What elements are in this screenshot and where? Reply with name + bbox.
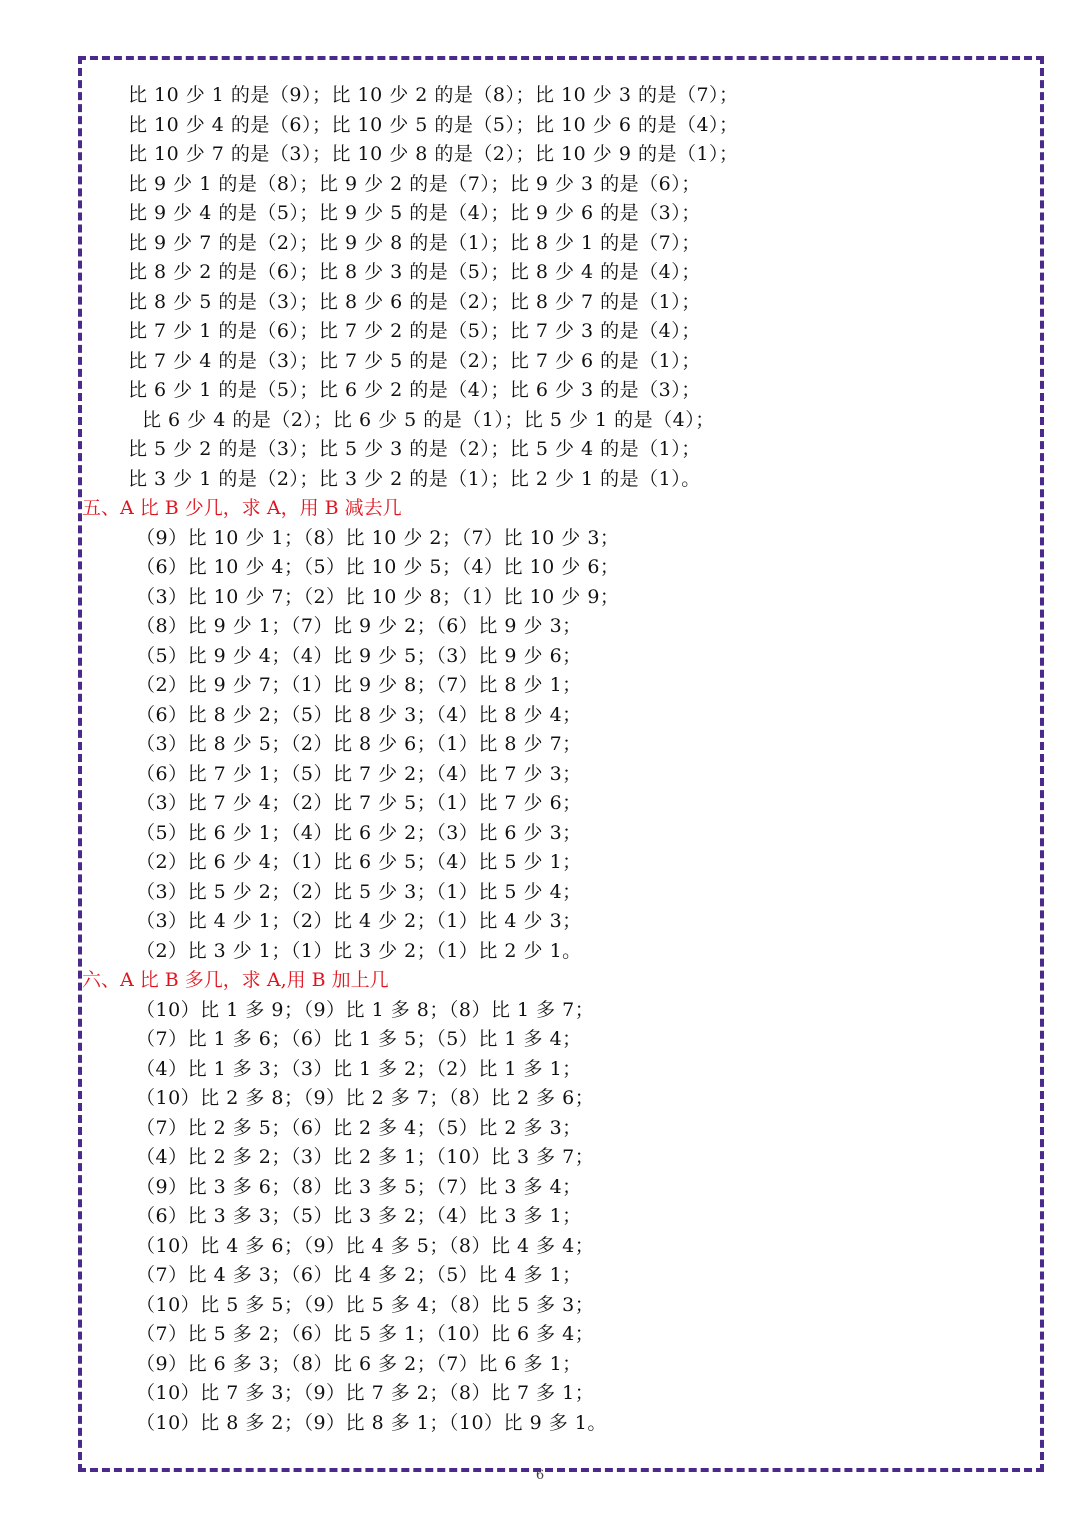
list-item: （6）比 8 少 2；（5）比 8 少 3；（4）比 8 少 4； <box>136 703 582 726</box>
list-item: （7）比 4 多 3；（6）比 4 多 2；（5）比 4 多 1； <box>136 1264 582 1286</box>
list-item: （5）比 9 少 4；（4）比 9 少 5；（3）比 9 少 6； <box>136 644 582 667</box>
section-6-list <box>78 996 1044 1439</box>
list-item: 比 9 少 4 的是（5）；比 9 少 5 的是（4）；比 9 少 6 的是（3）； <box>128 202 701 224</box>
list-item: （2）比 9 少 7；（1）比 9 少 8；（7）比 8 少 1； <box>136 674 582 696</box>
list-item: 比 10 少 7 的是（3）；比 10 少 8 的是（2）；比 10 少 9 的是（1）； <box>128 143 739 165</box>
list-item: 比 10 少 1 的是（9）；比 10 少 2 的是（8）；比 10 少 3 的是（7）； <box>128 84 739 106</box>
list-item: 比 6 少 1 的是（5）；比 6 少 2 的是（4）；比 6 少 3 的是（3）； <box>128 379 701 401</box>
list-item: （8）比 9 少 1；（7）比 9 少 2；（6）比 9 少 3； <box>136 615 582 637</box>
list-item: （6）比 10 少 4；（5）比 10 少 5；（4）比 10 少 6； <box>136 556 620 578</box>
list-item: （9）比 6 多 3；（8）比 6 多 2；（7）比 6 多 1； <box>136 1352 582 1375</box>
list-item: 比 8 少 5 的是（3）；比 8 少 6 的是（2）；比 8 少 7 的是（1）； <box>128 290 701 313</box>
list-item: （10）比 4 多 6；（9）比 4 多 5；（8）比 4 多 4； <box>136 1234 595 1257</box>
list-item: （7）比 5 多 2；（6）比 5 多 1；（10）比 6 多 4； <box>136 1323 595 1345</box>
list-item: （3）比 10 少 7；（2）比 10 少 8；（1）比 10 少 9； <box>136 585 620 608</box>
list-item: （10）比 5 多 5；（9）比 5 多 4；（8）比 5 多 3； <box>136 1293 595 1316</box>
list-item: （2）比 6 少 4；（1）比 6 少 5；（4）比 5 少 1； <box>136 851 582 873</box>
list-item: （10）比 7 多 3；（9）比 7 多 2；（8）比 7 多 1； <box>136 1382 595 1404</box>
list-item: 比 7 少 4 的是（3）；比 7 少 5 的是（2）；比 7 少 6 的是（1）； <box>128 349 701 372</box>
list-item: （4）比 2 多 2；（3）比 2 多 1；（10）比 3 多 7； <box>136 1146 595 1168</box>
list-item: （3）比 5 少 2；（2）比 5 少 3；（1）比 5 少 4； <box>136 880 582 903</box>
list-item: （3）比 8 少 5；（2）比 8 少 6；（1）比 8 少 7； <box>136 733 582 755</box>
section-6-heading: 六、A 比 B 多几，求 A,用 B 加上几 <box>82 969 389 991</box>
section-5-heading: 五、A 比 B 少几，求 A，用 B 减去几 <box>82 497 402 519</box>
list-item: 比 9 少 1 的是（8）；比 9 少 2 的是（7）；比 9 少 3 的是（6）； <box>128 172 701 195</box>
list-item: （9）比 10 少 1；（8）比 10 少 2；（7）比 10 少 3； <box>136 526 620 549</box>
list-item: （6）比 7 少 1；（5）比 7 少 2；（4）比 7 少 3； <box>136 762 582 785</box>
list-item: （10）比 2 多 8；（9）比 2 多 7；（8）比 2 多 6； <box>136 1087 595 1109</box>
list-item: （4）比 1 多 3；（3）比 1 多 2；（2）比 1 多 1； <box>136 1057 582 1080</box>
list-item: （7）比 1 多 6；（6）比 1 多 5；（5）比 1 多 4； <box>136 1028 582 1050</box>
section-5-list <box>78 524 1044 967</box>
list-item: 比 3 少 1 的是（2）；比 3 少 2 的是（1）；比 2 少 1 的是（1）。 <box>128 467 701 490</box>
list-item: 比 5 少 2 的是（3）；比 5 少 3 的是（2）；比 5 少 4 的是（1）； <box>128 438 701 460</box>
list-item: 比 7 少 1 的是（6）；比 7 少 2 的是（5）；比 7 少 3 的是（4）； <box>128 320 701 342</box>
list-item: （3）比 4 少 1；（2）比 4 少 2；（1）比 4 少 3； <box>136 910 582 932</box>
list-item: （10）比 8 多 2；（9）比 8 多 1；（10）比 9 多 1。 <box>136 1411 607 1434</box>
list-item: 比 6 少 4 的是（2）；比 6 少 5 的是（1）；比 5 少 1 的是（4）； <box>142 408 715 431</box>
list-item: （7）比 2 多 5；（6）比 2 多 4；（5）比 2 多 3； <box>136 1116 582 1139</box>
list-item: （9）比 3 多 6；（8）比 3 多 5；（7）比 3 多 4； <box>136 1175 582 1198</box>
list-item: 比 8 少 2 的是（6）；比 8 少 3 的是（5）；比 8 少 4 的是（4）； <box>128 261 701 283</box>
list-item: 比 9 少 7 的是（2）；比 9 少 8 的是（1）；比 8 少 1 的是（7）； <box>128 231 701 254</box>
section-4-list <box>78 81 1044 494</box>
document-content <box>78 81 1044 1438</box>
list-item: （2）比 3 少 1；（1）比 3 少 2；（1）比 2 少 1。 <box>136 939 582 962</box>
list-item: 比 10 少 4 的是（6）；比 10 少 5 的是（5）；比 10 少 6 的是（4）； <box>128 113 739 136</box>
list-item: （10）比 1 多 9；（9）比 1 多 8；（8）比 1 多 7； <box>136 998 595 1021</box>
list-item: （3）比 7 少 4；（2）比 7 少 5；（1）比 7 少 6； <box>136 792 582 814</box>
list-item: （6）比 3 多 3；（5）比 3 多 2；（4）比 3 多 1； <box>136 1205 582 1227</box>
page-number: 6 <box>535 1468 545 1483</box>
list-item: （5）比 6 少 1；（4）比 6 少 2；（3）比 6 少 3； <box>136 821 582 844</box>
